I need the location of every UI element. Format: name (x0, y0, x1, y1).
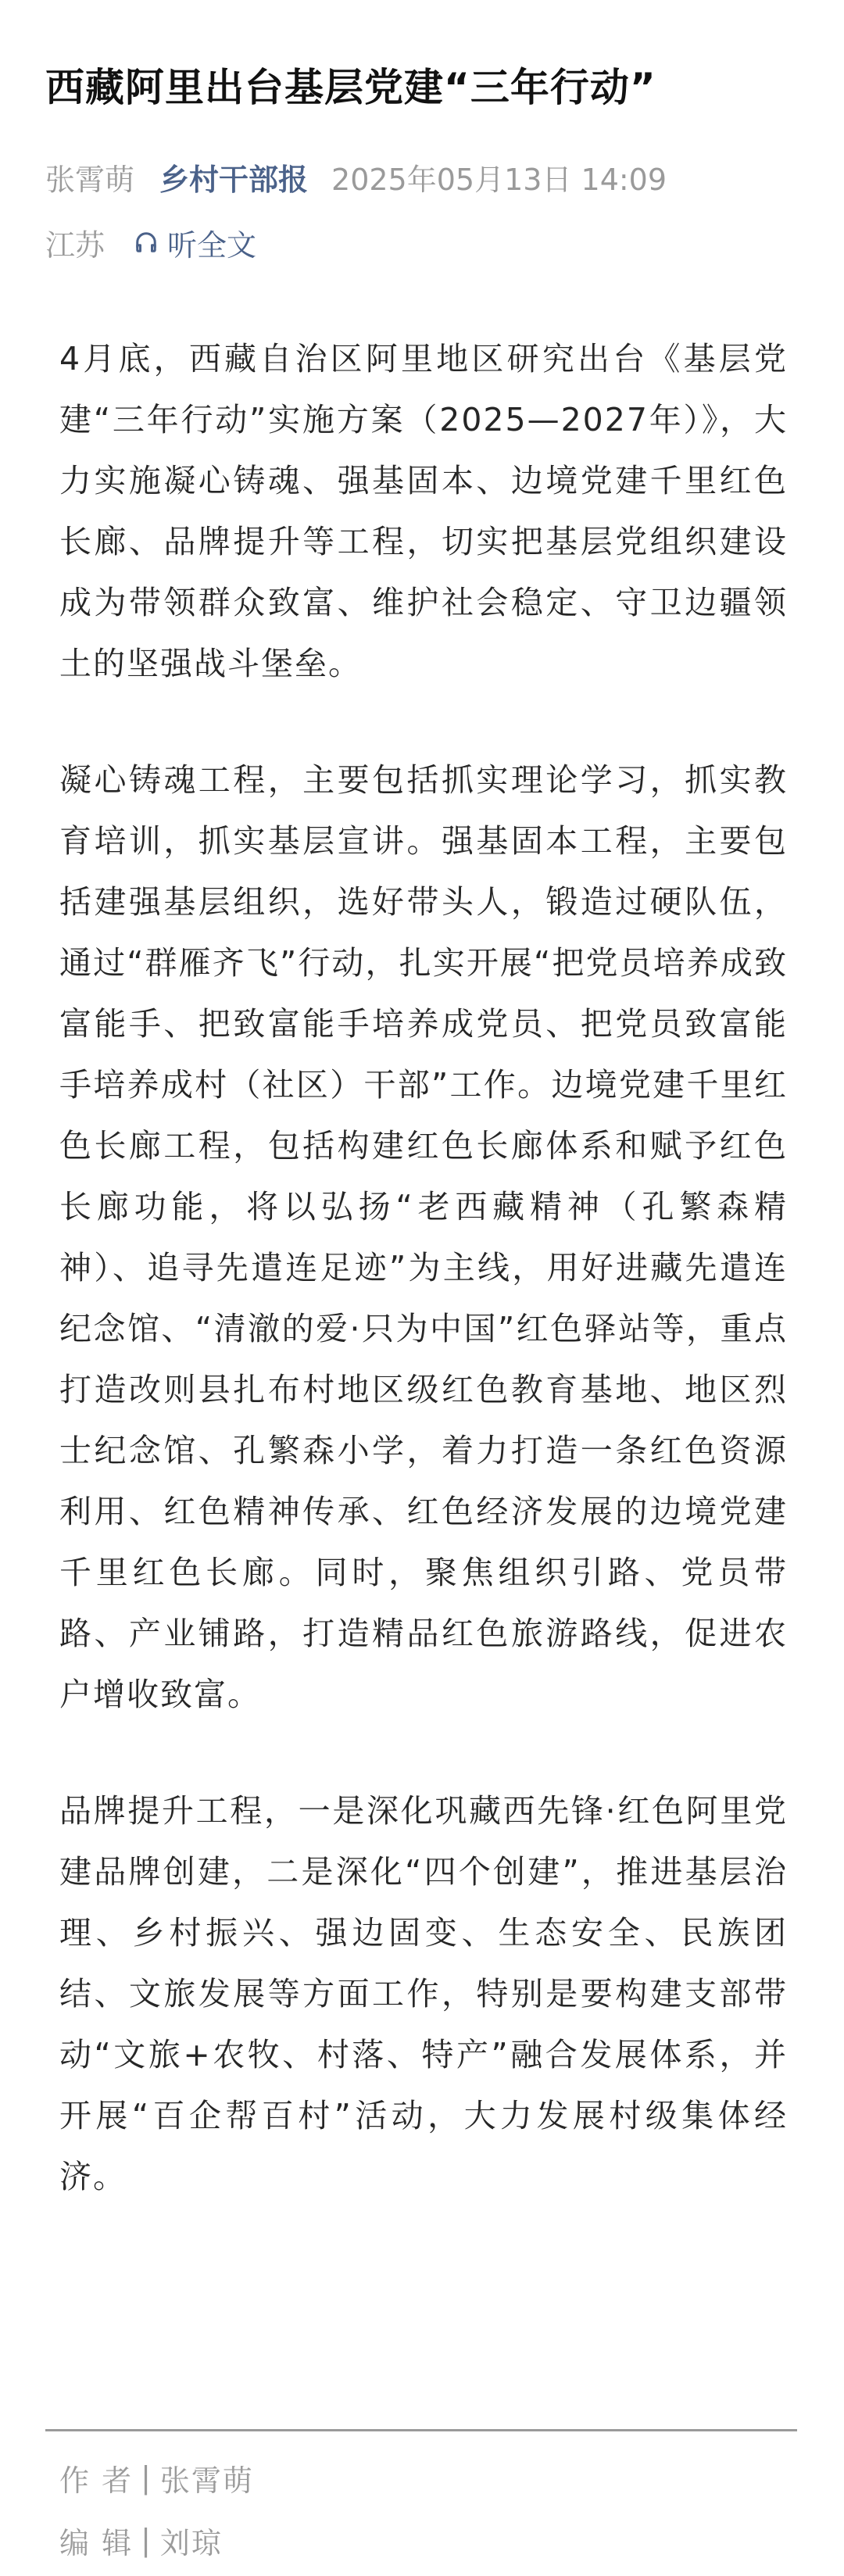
article-meta-secondary (45, 219, 256, 266)
listen-label: 听全文 (167, 227, 257, 263)
headphones-icon (134, 231, 158, 254)
credit-editor-value: 刘琼 (159, 2525, 223, 2560)
article-date: 2025年05月13日 14:09 (331, 162, 667, 197)
credit-author (59, 2454, 763, 2501)
article-body (59, 328, 788, 2263)
article-author: 张霄萌 (45, 162, 135, 197)
credit-author-value: 张霄萌 (159, 2463, 254, 2498)
article-meta (45, 153, 667, 200)
paragraph: 凝心铸魂工程，主要包括抓实理论学习，抓实教育培训，抓实基层宣讲。强基固本工程，主要包括建强基层组织，选好带头人，锻造过硬队伍，通过“群雁齐飞”行动，扎实开展“把党员培养成致富能手、把致富能手培养成党员、把党员致富能手培养成村（社区）干部”工作。边境党建千里红色长廊工程，包括构建红色长廊体系和赋予红色长廊功能，将以弘扬“老西藏精神（孔繁森精神）、追寻先遣连足迹”为主线，用好进藏先遣连纪念馆、“清澈的爱·只为中国”红色驿站等，重点打造改则县扎布村地区级红色教育基地、地区烈士纪念馆、孔繁森小学，着力打造一条红色资源利用、红色精神传承、红色经济发展的边境党建千里红色长廊。同时，聚焦组织引路、党员带路、产业铺路，打造精品红色旅游路线，促进农户增收致富。 (59, 761, 788, 1713)
article-source-link[interactable]: 乡村干部报 (159, 162, 309, 197)
credits-divider (45, 2429, 797, 2431)
article-region: 江苏 (45, 227, 106, 263)
credit-editor-label: 编 辑 (59, 2525, 134, 2560)
credit-editor (59, 2517, 763, 2563)
article-title: 西藏阿里出台基层党建“三年行动” (45, 65, 656, 110)
credit-separator: | (141, 2523, 152, 2557)
paragraph: 品牌提升工程，一是深化巩藏西先锋·红色阿里党建品牌创建，二是深化“四个创建”，推进基层治理、乡村振兴、强边固变、生态安全、民族团结、文旅发展等方面工作，特别是要构建支部带动“文旅+农牧、村落、特产”融合发展体系，并开展“百企帮百村”活动，大力发展村级集体经济。 (59, 1792, 788, 2195)
listen-full-text-button[interactable] (134, 221, 256, 264)
credit-separator: | (141, 2460, 152, 2495)
paragraph: 4月底，西藏自治区阿里地区研究出台《基层党建“三年行动”实施方案（2025—2027年）》，大力实施凝心铸魂、强基固本、边境党建千里红色长廊、品牌提升等工程，切实把基层党组织建设成为带领群众致富、维护社会稳定、守卫边疆领土的坚强战斗堡垒。 (59, 340, 788, 682)
credit-author-label: 作 者 (59, 2463, 134, 2498)
